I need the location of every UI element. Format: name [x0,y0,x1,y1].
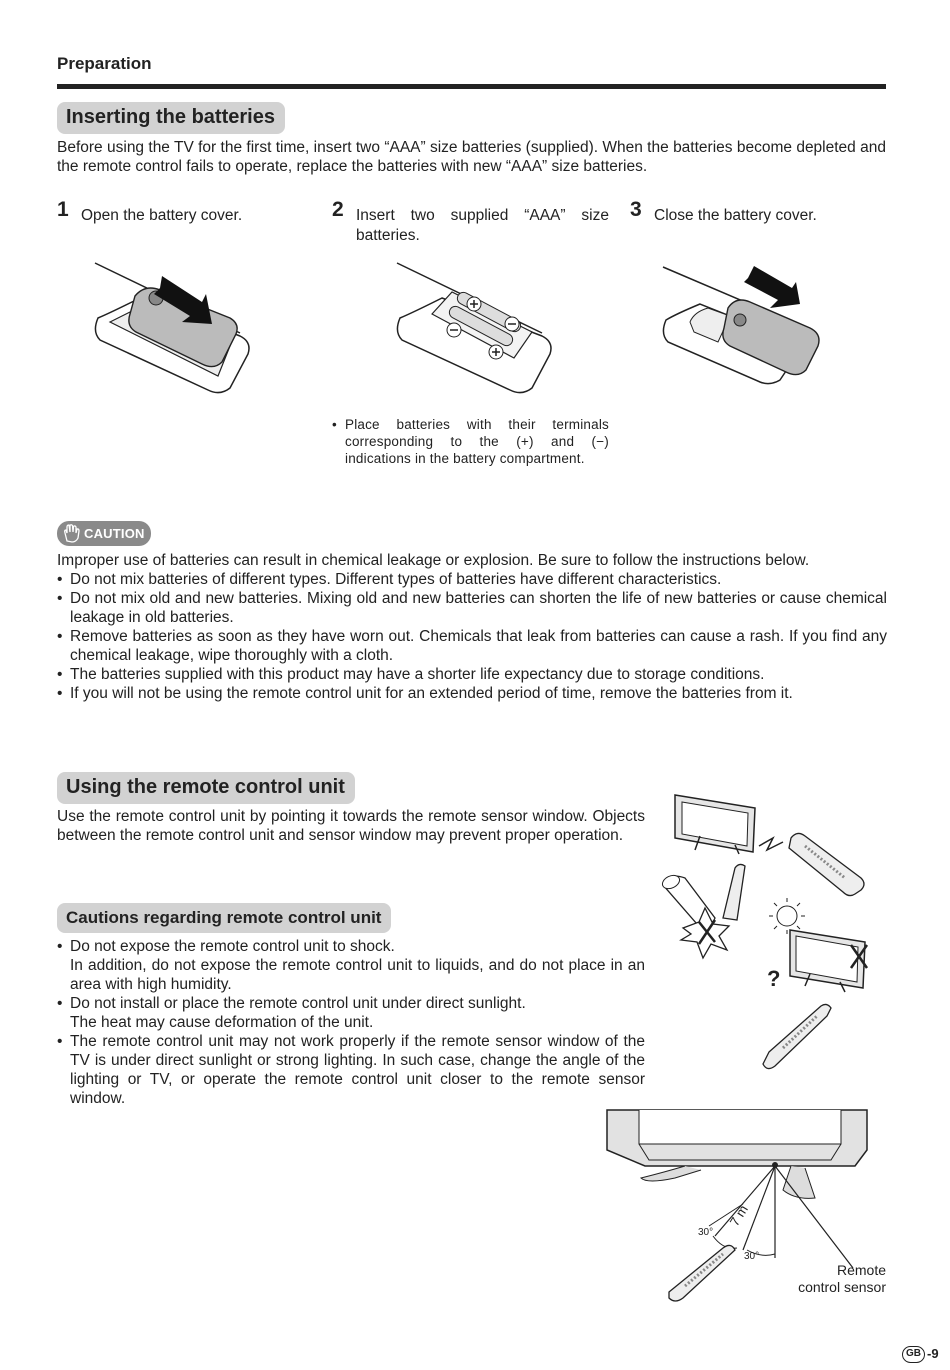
remote-heading: Using the remote control unit [57,772,355,804]
battery-polarity-note [332,416,609,467]
close-cover-illustration [660,262,830,392]
region-badge: GB [902,1346,925,1363]
header-rule [57,84,886,89]
remote-cautions-heading: Cautions regarding remote control unit [57,903,391,933]
hand-stop-icon [62,524,82,543]
batteries-intro: Before using the TV for the first time, insert two “AAA” size batteries (supplied). When the batteries become depleted and the remote control fails to operate, replace the batteries with new “AAA” size batteries. [57,139,886,175]
range-angle-right-label: 30° [744,1251,760,1262]
remote-intro: Use the remote control unit by pointing it towards the remote sensor window. Objects between the remote control unit and sensor window may prevent proper operation. [57,808,645,844]
list-item: • The batteries supplied with this product may have a shorter life expectancy due to storage conditions. [57,666,765,683]
list-item: • Do not install or place the remote control unit under direct sunlight. The heat may cause deformation of the unit. [57,995,526,1031]
range-distance-label: 7 m [726,1202,751,1229]
list-item: • Do not mix batteries of different types. Different types of batteries have different characteristics. [57,571,722,588]
note-text: Place batteries with their terminals corresponding to the (+) and (−) indications in the battery compartment. [345,417,609,466]
remote-usage-illustration [655,790,870,1080]
caution-badge [57,521,151,546]
remote-cautions-list [57,937,645,1108]
open-cover-illustration [90,258,260,398]
caution-label: CAUTION [84,526,145,541]
step-text: Insert two supplied “AAA” size batteries. [356,207,609,244]
list-item: • If you will not be using the remote control unit for an extended period of time, remove the batteries from it. [57,685,793,702]
bullet: • [332,417,337,432]
batteries-heading: Inserting the batteries [57,102,285,134]
step-number: 2 [332,198,344,221]
list-item: • Do not expose the remote control unit to shock. In addition, do not expose the remote control unit to liquids, and do not place in an area with high humidity. [57,938,645,993]
step-number: 3 [630,198,642,221]
caution-list [57,551,887,703]
list-item: • Remove batteries as soon as they have worn out. Chemicals that leak from batteries can cause a rash. If you find any chemical leakage, wipe thoroughly with a cloth. [57,628,887,664]
svg-text:?: ? [767,966,781,991]
range-angle-left-label: 30° [698,1227,714,1238]
section-label: Preparation [57,54,152,73]
step-text: Open the battery cover. [81,207,243,224]
step-number: 1 [57,198,69,221]
list-item: • The remote control unit may not work properly if the remote sensor window of the TV is under direct sunlight or strong lighting. In such case, change the angle of the lighting or TV, or operate the remote control unit closer to the remote sensor window. [57,1033,645,1107]
list-item: • Do not mix old and new batteries. Mixing old and new batteries can shorten the life of new batteries or cause chemical leakage in old batteries. [57,590,887,626]
caution-intro: Improper use of batteries can result in chemical leakage or explosion. Be sure to follow the instructions below. [57,552,810,569]
sensor-label: Remote control sensor [798,1262,886,1295]
step-text: Close the battery cover. [654,207,817,224]
page-number [902,1346,939,1363]
insert-batteries-illustration [392,258,562,398]
page-number-text: -9 [927,1346,939,1361]
